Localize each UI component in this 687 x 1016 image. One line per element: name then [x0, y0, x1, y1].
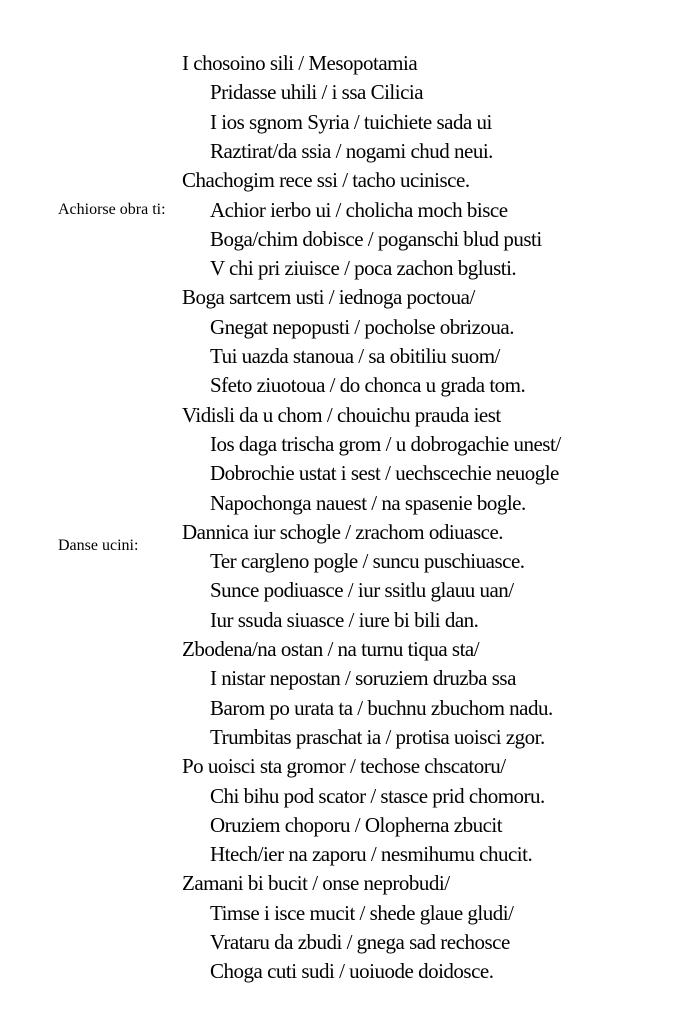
- verse-line: Oruziem choporu / Olopherna zbucit: [210, 813, 503, 837]
- stanza-first-line: Chachogim rece ssi / tacho ucinisce.: [182, 168, 470, 192]
- verse-line: Tui uazda stanoua / sa obitiliu suom/: [210, 344, 500, 368]
- marginal-note-achior: Achiorse obra ti:: [58, 201, 166, 218]
- verse-line: Vrataru da zbudi / gnega sad rechosce: [210, 930, 510, 954]
- verse-line: Sunce podiuasce / iur ssitlu glauu uan/: [210, 578, 514, 602]
- verse-line: Chi bihu pod scator / stasce prid chomoru.: [210, 784, 545, 808]
- verse-line: Ter cargleno pogle / suncu puschiuasce.: [210, 549, 525, 573]
- verse-line: I nistar nepostan / soruziem druzba ssa: [210, 666, 516, 690]
- verse-line: V chi pri ziuisce / poca zachon bglusti.: [210, 256, 517, 280]
- stanza-first-line: Zbodena/na ostan / na turnu tiqua sta/: [182, 637, 480, 661]
- verse-line: Choga cuti sudi / uoiuode doidosce.: [210, 959, 494, 983]
- marginal-note-danse: Danse ucini:: [58, 537, 139, 554]
- verse-line: Boga/chim dobisce / poganschi blud pusti: [210, 227, 542, 251]
- stanza-first-line: Boga sartcem usti / iednoga poctoua/: [182, 285, 475, 309]
- verse-line: I ios sgnom Syria / tuichiete sada ui: [210, 110, 492, 134]
- verse-line: Ios daga trischa grom / u dobrogachie unest/: [210, 432, 561, 456]
- verse-line: Achior ierbo ui / cholicha moch bisce: [210, 198, 508, 222]
- verse-line: Sfeto ziuotoua / do chonca u grada tom.: [210, 373, 526, 397]
- verse-line: Trumbitas praschat ia / protisa uoisci zgor.: [210, 725, 545, 749]
- verse-line: Timse i isce mucit / shede glaue gludi/: [210, 901, 514, 925]
- stanza-first-line: Dannica iur schogle / zrachom odiuasce.: [182, 520, 504, 544]
- stanza-first-line: Zamani bi bucit / onse neprobudi/: [182, 871, 450, 895]
- stanza-first-line: Vidisli da u chom / chouichu prauda iest: [182, 403, 501, 427]
- verse-line: Gnegat nepopusti / pocholse obrizoua.: [210, 315, 515, 339]
- verse-line: Htech/ier na zaporu / nesmihumu chucit.: [210, 842, 533, 866]
- verse-line: Pridasse uhili / i ssa Cilicia: [210, 80, 424, 104]
- verse-line: Barom po urata ta / buchnu zbuchom nadu.: [210, 696, 553, 720]
- verse-line: Raztirat/da ssia / nogami chud neui.: [210, 139, 493, 163]
- stanza-first-line: I chosoino sili / Mesopotamia: [182, 51, 418, 75]
- verse-line: Iur ssuda siuasce / iure bi bili dan.: [210, 608, 479, 632]
- stanza-first-line: Po uoisci sta gromor / techose chscatoru/: [182, 754, 506, 778]
- verse-line: Dobrochie ustat i sest / uechscechie neuogle: [210, 461, 559, 485]
- verse-line: Napochonga nauest / na spasenie bogle.: [210, 491, 526, 515]
